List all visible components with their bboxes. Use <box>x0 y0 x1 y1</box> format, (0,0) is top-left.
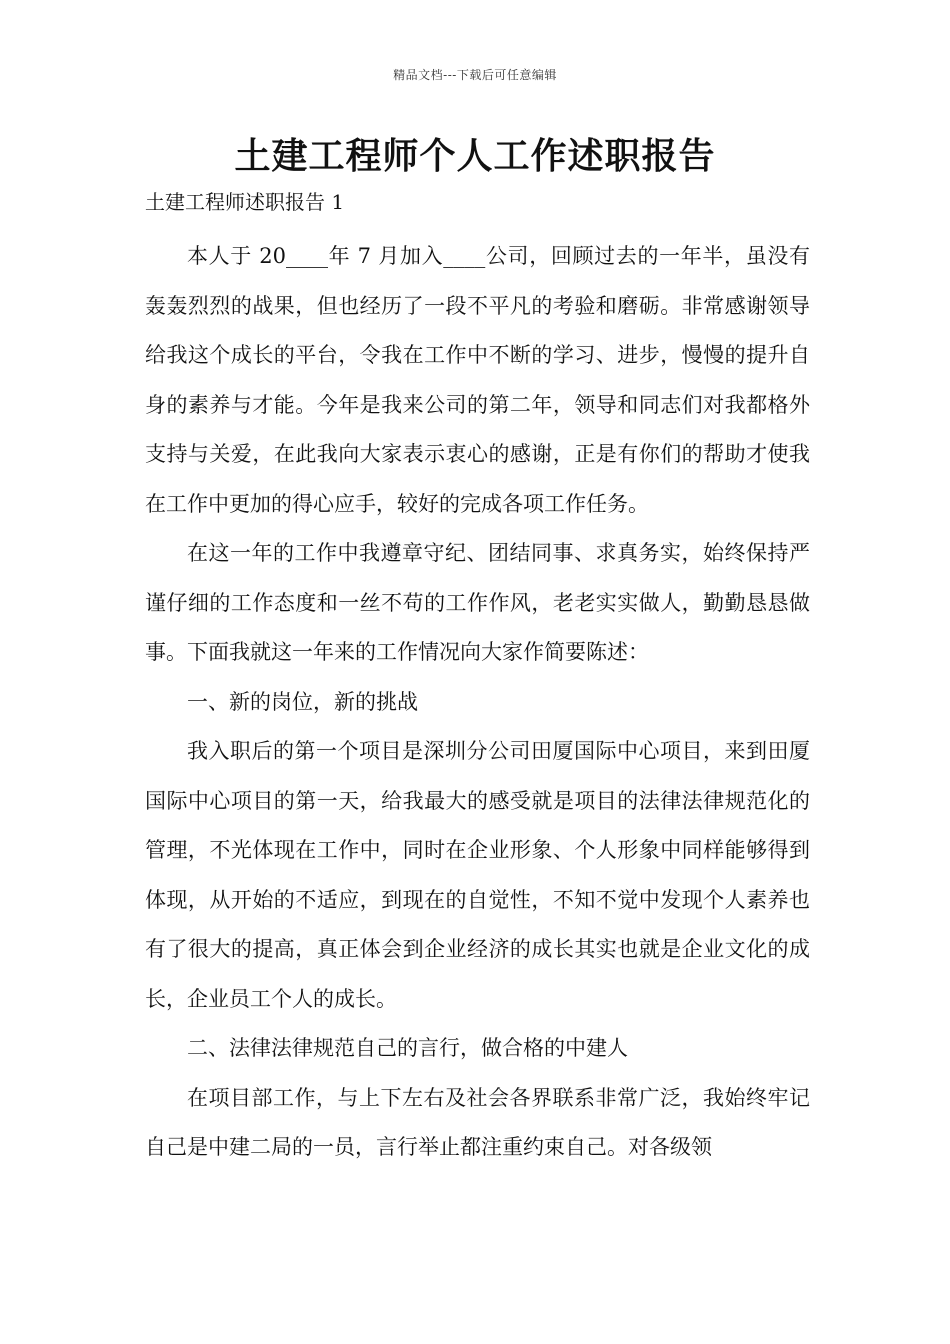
document-subtitle: 土建工程师述职报告 1 <box>145 190 345 214</box>
section-heading-1: 一、新的岗位，新的挑战 <box>187 689 418 714</box>
document-body <box>145 232 810 1173</box>
section-heading-2: 二、法律法律规范自己的言行，做合格的中建人 <box>187 1036 628 1060</box>
paragraph-first-project: 我入职后的第一个项目是深圳分公司田厦国际中心项目，来到田厦国际中心项目的第一天，给我最大的感受就是项目的法律法律规范化的管理，不光体现在工作中，同时在企业形象、个人形象中同样能够得到体现，从开始的不适应，到现在的自觉性，不知不觉中发现个人素养也有了很大的提高，真正体会到企业经济的成长其实也就是企业文化的成长，企业员工个人的成长。 <box>145 739 810 1011</box>
paragraph-work-attitude: 在这一年的工作中我遵章守纪、团结同事、求真务实，始终保持严谨仔细的工作态度和一丝不苟的工作作风，老老实实做人，勤勤恳恳做事。下面我就这一年来的工作情况向大家作简要陈述： <box>145 541 810 664</box>
paragraph-project-work: 在项目部工作，与上下左右及社会各界联系非常广泛，我始终牢记自己是中建二局的一员，言行举止都注重约束自己。对各级领 <box>145 1085 810 1159</box>
document-title: 土建工程师个人工作述职报告 <box>234 135 716 177</box>
paragraph-intro: 本人于 20____年 7 月加入____公司，回顾过去的一年半，虽没有轰轰烈烈的战果，但也经历了一段不平凡的考验和磨砺。非常感谢领导给我这个成长的平台，令我在工作中不断的学习、进步，慢慢的提升自身的素养与才能。今年是我来公司的第二年，领导和同志们对我都格外支持与关爱，在此我向大家表示衷心的感谢，正是有你们的帮助才使我在工作中更加的得心应手，较好的完成各项工作任务。 <box>145 244 810 516</box>
header-note: 精品文档---下载后可任意编辑 <box>393 68 557 82</box>
